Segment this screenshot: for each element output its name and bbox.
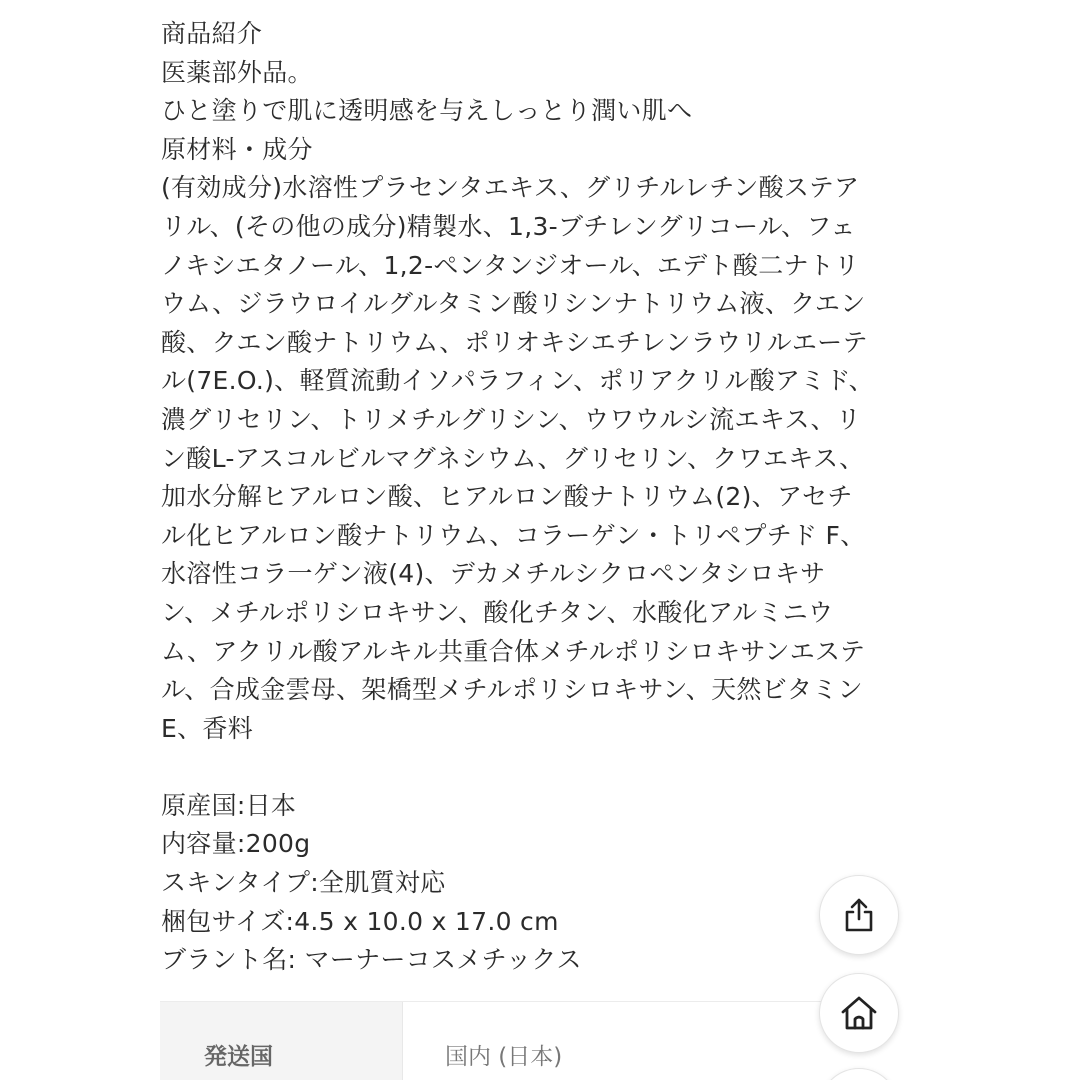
description-line: 医薬部外品。 xyxy=(161,57,313,87)
home-icon xyxy=(839,994,879,1032)
description-line: ン酸L-アスコルビルマグネシウム、グリセリン、クワエキス、 xyxy=(161,443,865,473)
description-line: (有効成分)水溶性プラセンタエキス、グリチルレチン酸ステア xyxy=(161,173,860,203)
product-description xyxy=(161,15,891,980)
description-line: ル(7E.O.)、軽質流動イソパラフィン、ポリアクリル酸アミド、 xyxy=(161,366,874,396)
description-line: 酸、クエン酸ナトリウム、ポリオキシエチレンラウリルエーテ xyxy=(161,327,868,357)
description-line: ひと塗りで肌に透明感を与えしっとり潤い肌へ xyxy=(161,96,693,126)
shipping-country-label: 発送国 xyxy=(160,1002,403,1080)
description-line: スキンタイプ:全肌質対応 xyxy=(161,868,446,898)
description-line: リル、(その他の成分)精製水、1,3-ブチレングリコール、フェ xyxy=(161,211,856,241)
description-line: ン、メチルポリシロキサン、酸化チタン、水酸化アルミニウ xyxy=(161,597,834,627)
description-line: ウム、ジラウロイルグルタミン酸リシンナトリウム液、クエン xyxy=(161,289,866,319)
shipping-spec-table xyxy=(160,1001,860,1080)
description-line: ム、アクリル酸アルキル共重合体メチルポリシロキサンエステ xyxy=(161,636,866,666)
description-line: 梱包サイズ:4.5 x 10.0 x 17.0 cm xyxy=(161,906,559,936)
description-line xyxy=(161,748,891,787)
description-line: 商品紹介 xyxy=(161,19,263,48)
share-button[interactable] xyxy=(819,875,899,955)
description-line: ノキシエタノール、1,2-ペンタンジオール、エデト酸二ナトリ xyxy=(161,250,860,280)
description-line: ル、合成金雲母、架橋型メチルポリシロキサン、天然ビタミン xyxy=(161,675,863,705)
description-line: 加水分解ヒアルロン酸、ヒアルロン酸ナトリウム(2)、アセチ xyxy=(161,482,853,512)
description-line: E、香料 xyxy=(161,713,253,743)
home-button[interactable] xyxy=(819,973,899,1053)
description-line: 原材料・成分 xyxy=(161,134,313,164)
description-line: 水溶性コラ一ゲン液(4)、デカメチルシクロペンタシロキサ xyxy=(161,559,826,589)
description-line: ブラント名: マーナーコスメチックス xyxy=(161,945,582,975)
description-line: 濃グリセリン、トリメチルグリシン、ウワウルシ流エキス、リ xyxy=(161,404,862,434)
shipping-country-value: 国内 (日本) xyxy=(445,1044,563,1070)
description-line: 内容量:200g xyxy=(161,829,311,859)
share-icon xyxy=(842,897,876,933)
description-line: ル化ヒアルロン酸ナトリウム、コラーゲン・トリペプチド F、 xyxy=(161,520,866,550)
description-line: 原産国:日本 xyxy=(161,790,297,820)
